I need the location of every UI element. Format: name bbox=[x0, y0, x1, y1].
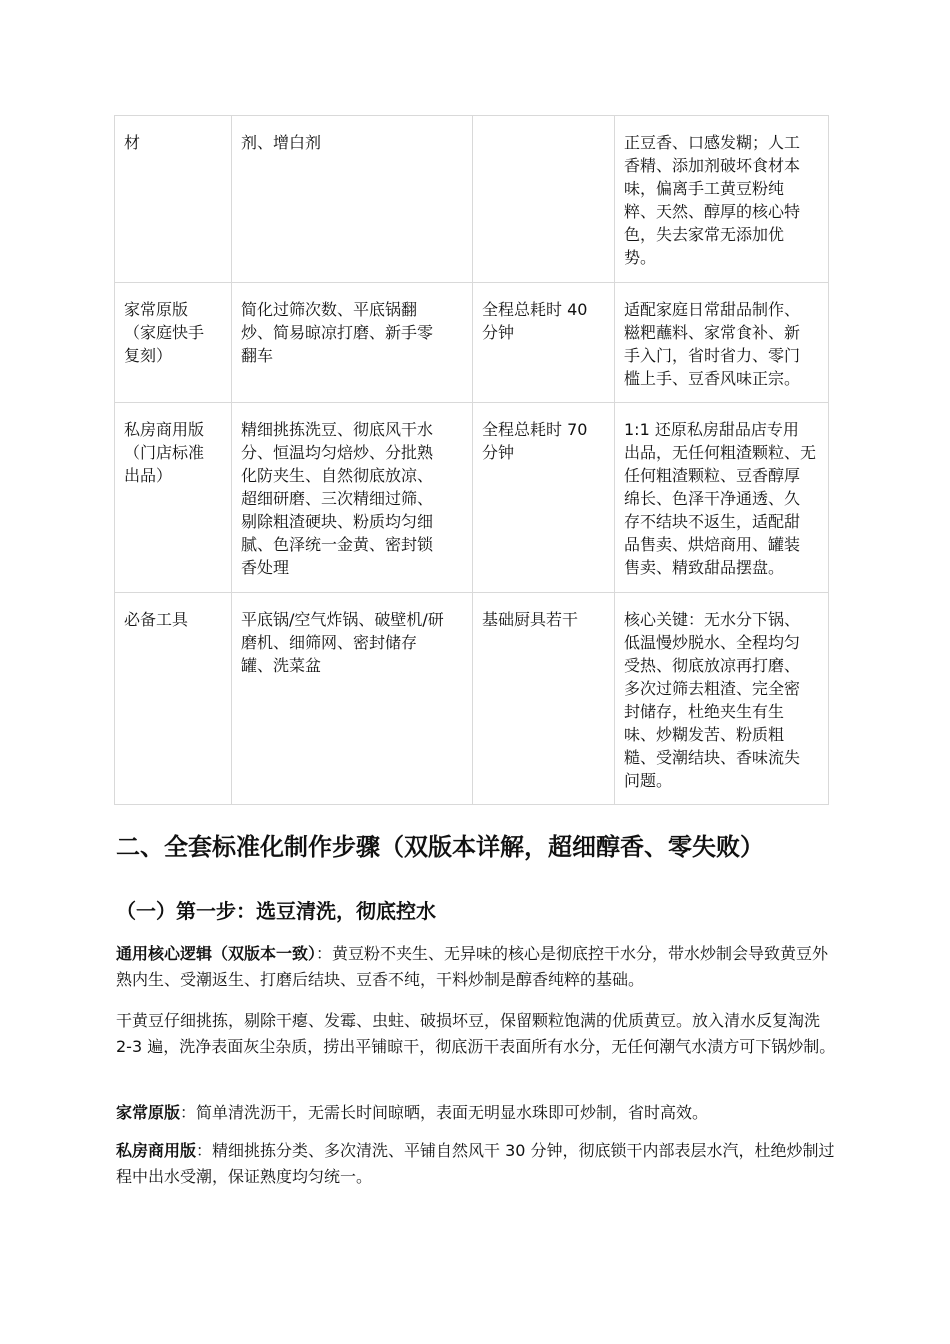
table-cell: 必备工具 bbox=[115, 593, 232, 805]
home-version-text: ：简单清洗沥干，无需长时间晾晒，表面无明显水珠即可炒制，省时高效。 bbox=[180, 1103, 709, 1122]
table-cell: 材 bbox=[115, 116, 232, 283]
table-row bbox=[115, 116, 829, 283]
table-cell: 基础厨具若干 bbox=[473, 593, 615, 805]
table-cell bbox=[473, 116, 615, 283]
core-logic-paragraph bbox=[116, 941, 840, 993]
core-logic-label: 通用核心逻辑（双版本一致） bbox=[116, 944, 317, 963]
table-cell: 全程总耗时 70 分钟 bbox=[473, 403, 615, 593]
subsection-heading: （一）第一步：选豆清洗，彻底控水 bbox=[116, 899, 436, 923]
table-cell: 私房商用版 （门店标准 出品） bbox=[115, 403, 232, 593]
table-cell: 简化过筛次数、平底锅翻 炒、简易晾凉打磨、新手零 翻车 bbox=[232, 283, 473, 403]
table-row bbox=[115, 403, 829, 593]
table-cell: 适配家庭日常甜品制作、 糍粑蘸料、家常食补、新 手入门，省时省力、零门 槛上手、豆香风味正宗。 bbox=[615, 283, 829, 403]
table-cell: 核心关键：无水分下锅、 低温慢炒脱水、全程均匀 受热、彻底放凉再打磨、 多次过筛去粗渣、完全密 封储存，杜绝夹生有生 味、炒糊发苦、粉质粗 糙、受潮结块、香味流失 问题。 bbox=[615, 593, 829, 805]
table-cell: 1:1 还原私房甜品店专用 出品，无任何粗渣颗粒、无 任何粗渣颗粒、豆香醇厚 绵长、色泽干净通透、久 存不结块不返生，适配甜 品售卖、烘焙商用、罐装 售卖、精致甜品摆盘。 bbox=[615, 403, 829, 593]
home-version-label: 家常原版 bbox=[116, 1103, 181, 1122]
table-row bbox=[115, 283, 829, 403]
section-heading: 二、全套标准化制作步骤（双版本详解，超细醇香、零失败） bbox=[116, 833, 764, 861]
table-cell: 家常原版 （家庭快手 复刻） bbox=[115, 283, 232, 403]
table-cell: 全程总耗时 40 分钟 bbox=[473, 283, 615, 403]
table-cell: 精细挑拣洗豆、彻底风干水 分、恒温均匀焙炒、分批熟 化防夹生、自然彻底放凉、 超细研磨、三次精细过筛、 剔除粗渣硬块、粉质均匀细 腻、色泽统一金黄、密封锁 香处理 bbox=[232, 403, 473, 593]
washing-paragraph: 干黄豆仔细挑拣，剔除干瘪、发霉、虫蛀、破损坏豆，保留颗粒饱满的优质黄豆。放入清水反复淘洗 2-3 遍，洗净表面灰尘杂质，捞出平铺晾干，彻底沥干表面所有水分，无任何潮气水渍方可下锅炒制。 bbox=[116, 1011, 836, 1056]
spec-table bbox=[114, 115, 829, 805]
table-cell: 正豆香、口感发糊；人工 香精、添加剂破坏食材本 味，偏离手工黄豆粉纯 粹、天然、醇厚的核心特 色，失去家常无添加优 势。 bbox=[615, 116, 829, 283]
table-cell: 平底锅/空气炸锅、破壁机/研 磨机、细筛网、密封储存 罐、洗菜盆 bbox=[232, 593, 473, 805]
commercial-version-label: 私房商用版 bbox=[116, 1141, 197, 1160]
table-row bbox=[115, 593, 829, 805]
commercial-version-text: ：精细挑拣分类、多次清洗、平铺自然风干 30 分钟，彻底锁干内部表层水汽，杜绝炒制过程中出水受潮，保证熟度均匀统一。 bbox=[116, 1141, 835, 1186]
table-cell: 剂、增白剂 bbox=[232, 116, 473, 283]
commercial-version-paragraph bbox=[116, 1138, 840, 1190]
home-version-paragraph bbox=[116, 1100, 840, 1126]
core-logic-text: ：黄豆粉不夹生、无异味的核心是彻底控干水分，带水炒制会导致黄豆外熟内生、受潮返生、打磨后结块、豆香不纯，干料炒制是醇香纯粹的基础。 bbox=[116, 944, 829, 989]
